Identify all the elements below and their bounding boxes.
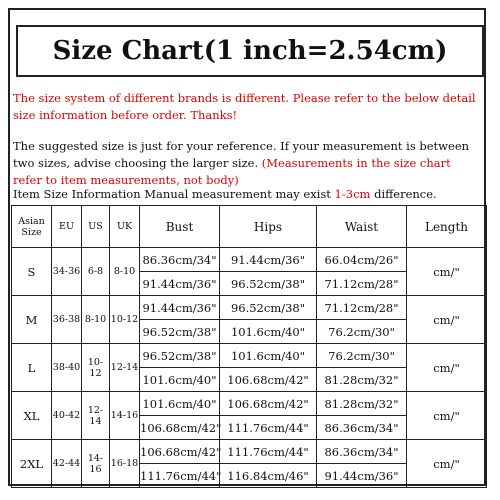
page-title: Size Chart(1 inch=2.54cm) [16, 25, 484, 77]
cell-bust: 86.36cm/34" [140, 248, 220, 272]
cell-hips: 111.76cm/44" [220, 416, 317, 440]
col-header-waist: Waist [317, 206, 407, 248]
cell-asian-size: L [12, 344, 52, 392]
manual-range: 1-3cm [334, 187, 371, 201]
cell-waist: 81.28cm/32" [317, 368, 407, 392]
cell-uk: 10-12 [110, 296, 140, 344]
cell-waist: 86.36cm/34" [317, 440, 407, 464]
cell-us: 8-10 [82, 296, 110, 344]
table-row [12, 392, 487, 416]
cell-hips: 101.6cm/40" [220, 344, 317, 368]
cell-eu: 34-36 [52, 248, 82, 296]
cell-length: cm/" [407, 248, 487, 296]
cell-length: cm/" [407, 392, 487, 440]
cell-eu: 40-42 [52, 392, 82, 440]
manual-prefix: Item Size Information Manual measurement may exist [13, 187, 335, 201]
cell-length: cm/" [407, 296, 487, 344]
size-table [11, 205, 487, 488]
cell-waist: 66.04cm/26" [317, 248, 407, 272]
table-header-row [12, 206, 487, 248]
col-header-eu: EU [52, 206, 82, 248]
cell-hips: 106.68cm/42" [220, 368, 317, 392]
cell-eu: 38-40 [52, 344, 82, 392]
cell-us: 12-14 [82, 392, 110, 440]
cell-waist: 76.2cm/30" [317, 320, 407, 344]
cell-waist: 81.28cm/32" [317, 392, 407, 416]
cell-hips: 106.68cm/42" [220, 392, 317, 416]
cell-waist: 71.12cm/28" [317, 296, 407, 320]
col-header-asian-size: Asian Size [12, 206, 52, 248]
cell-asian-size: 2XL [12, 440, 52, 488]
cell-eu: 42-44 [52, 440, 82, 488]
table-row [12, 344, 487, 368]
cell-bust: 91.44cm/36" [140, 272, 220, 296]
table-row [12, 440, 487, 464]
suggest-text: The suggested size is just for your reference. If your measurement is between two sizes, advise choosing the larger size. [13, 139, 470, 170]
cell-bust: 101.6cm/40" [140, 368, 220, 392]
cell-asian-size: S [12, 248, 52, 296]
cell-hips: 111.76cm/44" [220, 440, 317, 464]
cell-bust: 111.76cm/44" [140, 464, 220, 488]
col-header-uk: UK [110, 206, 140, 248]
cell-uk: 12-14 [110, 344, 140, 392]
cell-hips: 101.6cm/40" [220, 320, 317, 344]
cell-hips: 96.52cm/38" [220, 296, 317, 320]
cell-length: cm/" [407, 344, 487, 392]
cell-hips: 91.44cm/36" [220, 248, 317, 272]
cell-uk: 8-10 [110, 248, 140, 296]
cell-waist: 76.2cm/30" [317, 344, 407, 368]
cell-bust: 96.52cm/38" [140, 344, 220, 368]
col-header-length: Length [407, 206, 487, 248]
cell-asian-size: M [12, 296, 52, 344]
cell-bust: 96.52cm/38" [140, 320, 220, 344]
cell-bust: 91.44cm/36" [140, 296, 220, 320]
cell-bust: 101.6cm/40" [140, 392, 220, 416]
cell-length: cm/" [407, 440, 487, 488]
cell-bust: 106.68cm/42" [140, 416, 220, 440]
table-row [12, 248, 487, 272]
cell-waist: 86.36cm/34" [317, 416, 407, 440]
manual-suffix: difference. [370, 187, 437, 201]
cell-hips: 96.52cm/38" [220, 272, 317, 296]
table-row [12, 296, 487, 320]
col-header-hips: Hips [220, 206, 317, 248]
suggest-notice [13, 138, 483, 189]
cell-us: 10-12 [82, 344, 110, 392]
cell-us: 6-8 [82, 248, 110, 296]
measure-note: (Measurements in the size chart refer to item measurements, not body) [13, 156, 451, 187]
cell-us: 14-16 [82, 440, 110, 488]
brand-notice: The size system of different brands is different. Please refer to the below detail size information before order. Thanks! [13, 91, 476, 122]
cell-bust: 106.68cm/42" [140, 440, 220, 464]
manual-note [13, 186, 483, 203]
cell-asian-size: XL [12, 392, 52, 440]
cell-uk: 14-16 [110, 392, 140, 440]
col-header-us: US [82, 206, 110, 248]
cell-uk: 16-18 [110, 440, 140, 488]
cell-waist: 91.44cm/36" [317, 464, 407, 488]
col-header-bust: Bust [140, 206, 220, 248]
cell-waist: 71.12cm/28" [317, 272, 407, 296]
cell-hips: 116.84cm/46" [220, 464, 317, 488]
cell-eu: 36-38 [52, 296, 82, 344]
